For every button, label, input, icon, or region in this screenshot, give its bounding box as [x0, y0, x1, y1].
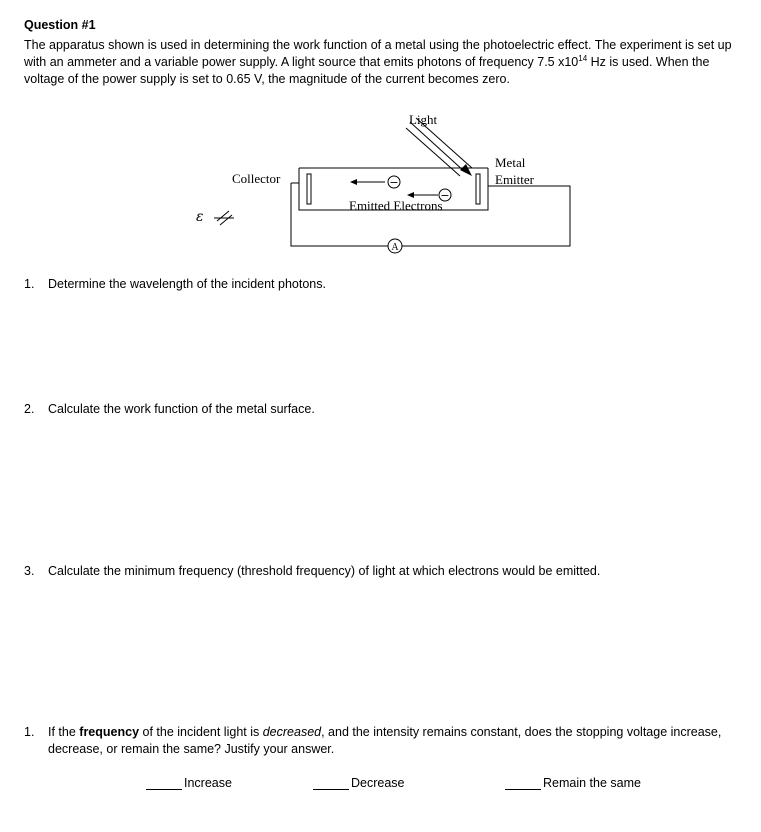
- choice-decrease[interactable]: [313, 776, 405, 790]
- electron-symbol-2: −: [440, 189, 450, 202]
- choice-label: Decrease: [351, 776, 405, 790]
- part-4-text-mid: of the incident light is: [139, 725, 263, 739]
- question-intro: [24, 37, 749, 88]
- part-4-text-before: If the: [48, 725, 80, 739]
- circuit-wire: [291, 183, 570, 246]
- part-2-text: Calculate the work function of the metal surface.: [48, 402, 315, 416]
- question-title: Question #1: [24, 18, 96, 32]
- metal-label: Metal: [495, 155, 526, 170]
- electron-arrowhead-1: [350, 179, 357, 185]
- photoelectric-apparatus-diagram: [150, 106, 610, 266]
- answer-blank[interactable]: [313, 778, 349, 790]
- choice-remain-same[interactable]: [505, 776, 641, 790]
- choice-label: Increase: [184, 776, 232, 790]
- part-1-text: Determine the wavelength of the incident photons.: [48, 277, 326, 291]
- intro-text-2: Hz is used. When the voltage of the power supply is set to 0.65 V, the magnitude of the current becomes zero.: [24, 55, 710, 86]
- answer-blank[interactable]: [505, 778, 541, 790]
- part-1: [24, 276, 326, 293]
- answer-blank[interactable]: [146, 778, 182, 790]
- emitter-plate: [476, 174, 480, 204]
- part-1-number: 1.: [24, 277, 35, 291]
- light-label: Light: [409, 112, 438, 127]
- part-2-number: 2.: [24, 402, 35, 416]
- part-4: [24, 724, 749, 758]
- part-4-number: 1.: [24, 725, 35, 739]
- part-3-number: 3.: [24, 564, 35, 578]
- intro-exponent: 14: [578, 53, 588, 63]
- part-4-italic: decreased: [262, 725, 322, 739]
- part-3: [24, 563, 600, 580]
- collector-label: Collector: [232, 171, 281, 186]
- part-4-text-after: , and the intensity remains constant, does the stopping voltage increase, decrease, or remain the same? Justify your answer.: [48, 725, 722, 756]
- collector-plate: [307, 174, 311, 204]
- emf-label: ε: [196, 209, 204, 225]
- answer-choices: [0, 776, 761, 796]
- choice-label: Remain the same: [543, 776, 641, 790]
- electron-symbol-1: −: [389, 176, 399, 189]
- part-2: [24, 401, 315, 418]
- choice-increase[interactable]: [146, 776, 232, 790]
- part-4-text: [48, 724, 749, 758]
- light-beam: [410, 122, 465, 172]
- part-3-text: Calculate the minimum frequency (threshold frequency) of light at which electrons would be emitted.: [48, 564, 601, 578]
- ammeter-label: A: [391, 242, 399, 253]
- intro-text-1: The apparatus shown is used in determining the work function of a metal using the photoelectric effect. The experiment is set up with an ammeter and a variable power supply. A light source that emits photons of frequency 7.5 x10: [24, 38, 732, 69]
- emitter-label: Emitter: [495, 172, 534, 187]
- emitted-electrons-label: Emitted Electrons: [349, 198, 443, 213]
- part-4-bold: frequency: [79, 725, 140, 739]
